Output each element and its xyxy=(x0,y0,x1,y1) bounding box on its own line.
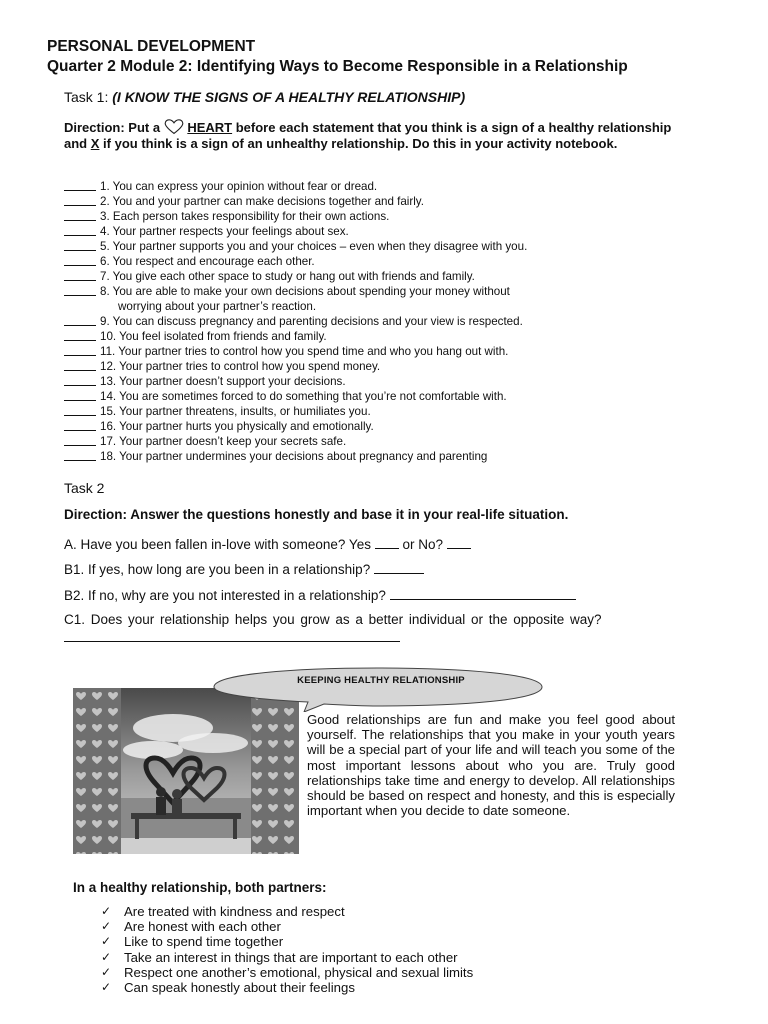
answer-blank xyxy=(64,419,96,431)
feature-paragraph: Good relationships are fun and make you feel good about yourself. The relationships that you make in your youth years will be a special part of your life and will teach you some of the most important lessons about who you are. Truly good relationships take time and energy to develop. All relationships should be based on respect and honesty, and this is especially important when you decide to date someone. xyxy=(307,712,675,819)
list-item: 16. Your partner hurts you physically and emotionally. xyxy=(64,419,527,434)
answer-blank xyxy=(64,254,96,266)
list-item: 6. You respect and encourage each other. xyxy=(64,254,527,269)
question-c1: C1. Does your relationship helps you grow as a better individual or the opposite way? xyxy=(64,612,602,627)
task1-heading xyxy=(64,89,465,105)
list-item: 5. Your partner supports you and your choices – even when they disagree with you. xyxy=(64,239,527,254)
answer-blank xyxy=(64,269,96,281)
list-item: 13. Your partner doesn’t support your decisions. xyxy=(64,374,527,389)
answer-blank xyxy=(64,239,96,251)
answer-blank xyxy=(64,194,96,206)
answer-blank xyxy=(64,314,96,326)
list-item: ✓ Like to spend time together xyxy=(101,934,284,950)
answer-blank xyxy=(64,359,96,371)
check-icon: ✓ xyxy=(101,919,112,934)
statement-list xyxy=(64,179,527,464)
list-item: 8. You are able to make your own decisions about spending your money without xyxy=(64,284,527,299)
list-item: 18. Your partner undermines your decisions about pregnancy and parenting xyxy=(64,449,527,464)
list-item: ✓ Respect one another’s emotional, physical and sexual limits xyxy=(101,964,474,980)
answer-blank-b2[interactable] xyxy=(390,586,576,600)
list-item: ✓ Are honest with each other xyxy=(101,919,281,935)
list-item: 1. You can express your opinion without fear or dread. xyxy=(64,179,527,194)
list-item: 4. Your partner respects your feelings about sex. xyxy=(64,224,527,239)
check-icon: ✓ xyxy=(101,904,112,918)
couple-photo xyxy=(73,688,299,854)
list-item: 17. Your partner doesn’t keep your secrets safe. xyxy=(64,434,527,449)
list-item: 12. Your partner tries to control how you spend money. xyxy=(64,359,527,374)
answer-blank xyxy=(64,449,96,461)
healthy-list-title: In a healthy relationship, both partners: xyxy=(73,880,327,895)
list-item: 15. Your partner threatens, insults, or humiliates you. xyxy=(64,404,527,419)
task2-direction: Direction: Answer the questions honestly and base it in your real-life situation. xyxy=(64,507,569,522)
heart-icon xyxy=(164,119,184,135)
answer-line-c1[interactable] xyxy=(64,641,400,642)
list-item: 14. You are sometimes forced to do something that you’re not comfortable with. xyxy=(64,389,527,404)
list-item: ✓ Take an interest in things that are important to each other xyxy=(101,949,458,965)
bubble-title: KEEPING HEALTHY RELATIONSHIP xyxy=(297,675,465,686)
x-mark: X xyxy=(90,135,100,151)
list-item: 7. You give each other space to study or hang out with friends and family. xyxy=(64,269,527,284)
subject-heading: PERSONAL DEVELOPMENT xyxy=(47,38,256,55)
check-icon: ✓ xyxy=(101,964,112,979)
check-icon: ✓ xyxy=(101,980,112,995)
question-a: A. Have you been fallen in-love with someone? Yes or No? xyxy=(64,535,471,552)
answer-blank-yes[interactable] xyxy=(375,535,399,549)
answer-blank xyxy=(64,434,96,446)
task1-title: (I KNOW THE SIGNS OF A HEALTHY RELATIONSHIP) xyxy=(112,89,466,105)
list-item: ✓ Can speak honestly about their feelings xyxy=(101,980,355,996)
list-item-continuation: worrying about your partner’s reaction. xyxy=(118,300,317,313)
list-item: 9. You can discuss pregnancy and parenting decisions and your view is respected. xyxy=(64,314,527,329)
speech-bubble xyxy=(212,666,544,712)
answer-blank xyxy=(64,404,96,416)
task2-heading: Task 2 xyxy=(64,480,105,496)
healthy-list xyxy=(101,904,473,995)
task1-direction: Direction: Put a HEART before each statement that you think is a sign of a healthy relationship and X if you think is a sign of an unhealthy relationship. Do this in your activity notebook. xyxy=(64,120,672,151)
check-icon: ✓ xyxy=(101,934,112,949)
answer-blank xyxy=(64,209,96,221)
answer-blank xyxy=(64,344,96,356)
list-item: ✓ Are treated with kindness and respect xyxy=(101,904,345,919)
answer-blank xyxy=(64,284,96,296)
list-item: 11. Your partner tries to control how you spend time and who you hang out with. xyxy=(64,344,527,359)
answer-blank xyxy=(64,224,96,236)
answer-blank-b1[interactable] xyxy=(374,560,424,574)
heart-word: HEART xyxy=(187,120,233,135)
answer-blank xyxy=(64,329,96,341)
module-title: Quarter 2 Module 2: Identifying Ways to Become Responsible in a Relationship xyxy=(47,58,628,75)
answer-blank-no[interactable] xyxy=(447,535,471,549)
answer-blank xyxy=(64,374,96,386)
question-b1: B1. If yes, how long are you been in a relationship? xyxy=(64,560,424,577)
answer-blank xyxy=(64,389,96,401)
list-item: 3. Each person takes responsibility for their own actions. xyxy=(64,209,527,224)
list-item: 2. You and your partner can make decisions together and fairly. xyxy=(64,194,527,209)
task1-label: Task 1: xyxy=(64,89,109,105)
question-b2: B2. If no, why are you not interested in a relationship? xyxy=(64,586,576,603)
check-icon: ✓ xyxy=(101,949,112,964)
list-item: 10. You feel isolated from friends and family. xyxy=(64,329,527,344)
answer-blank xyxy=(64,179,96,191)
